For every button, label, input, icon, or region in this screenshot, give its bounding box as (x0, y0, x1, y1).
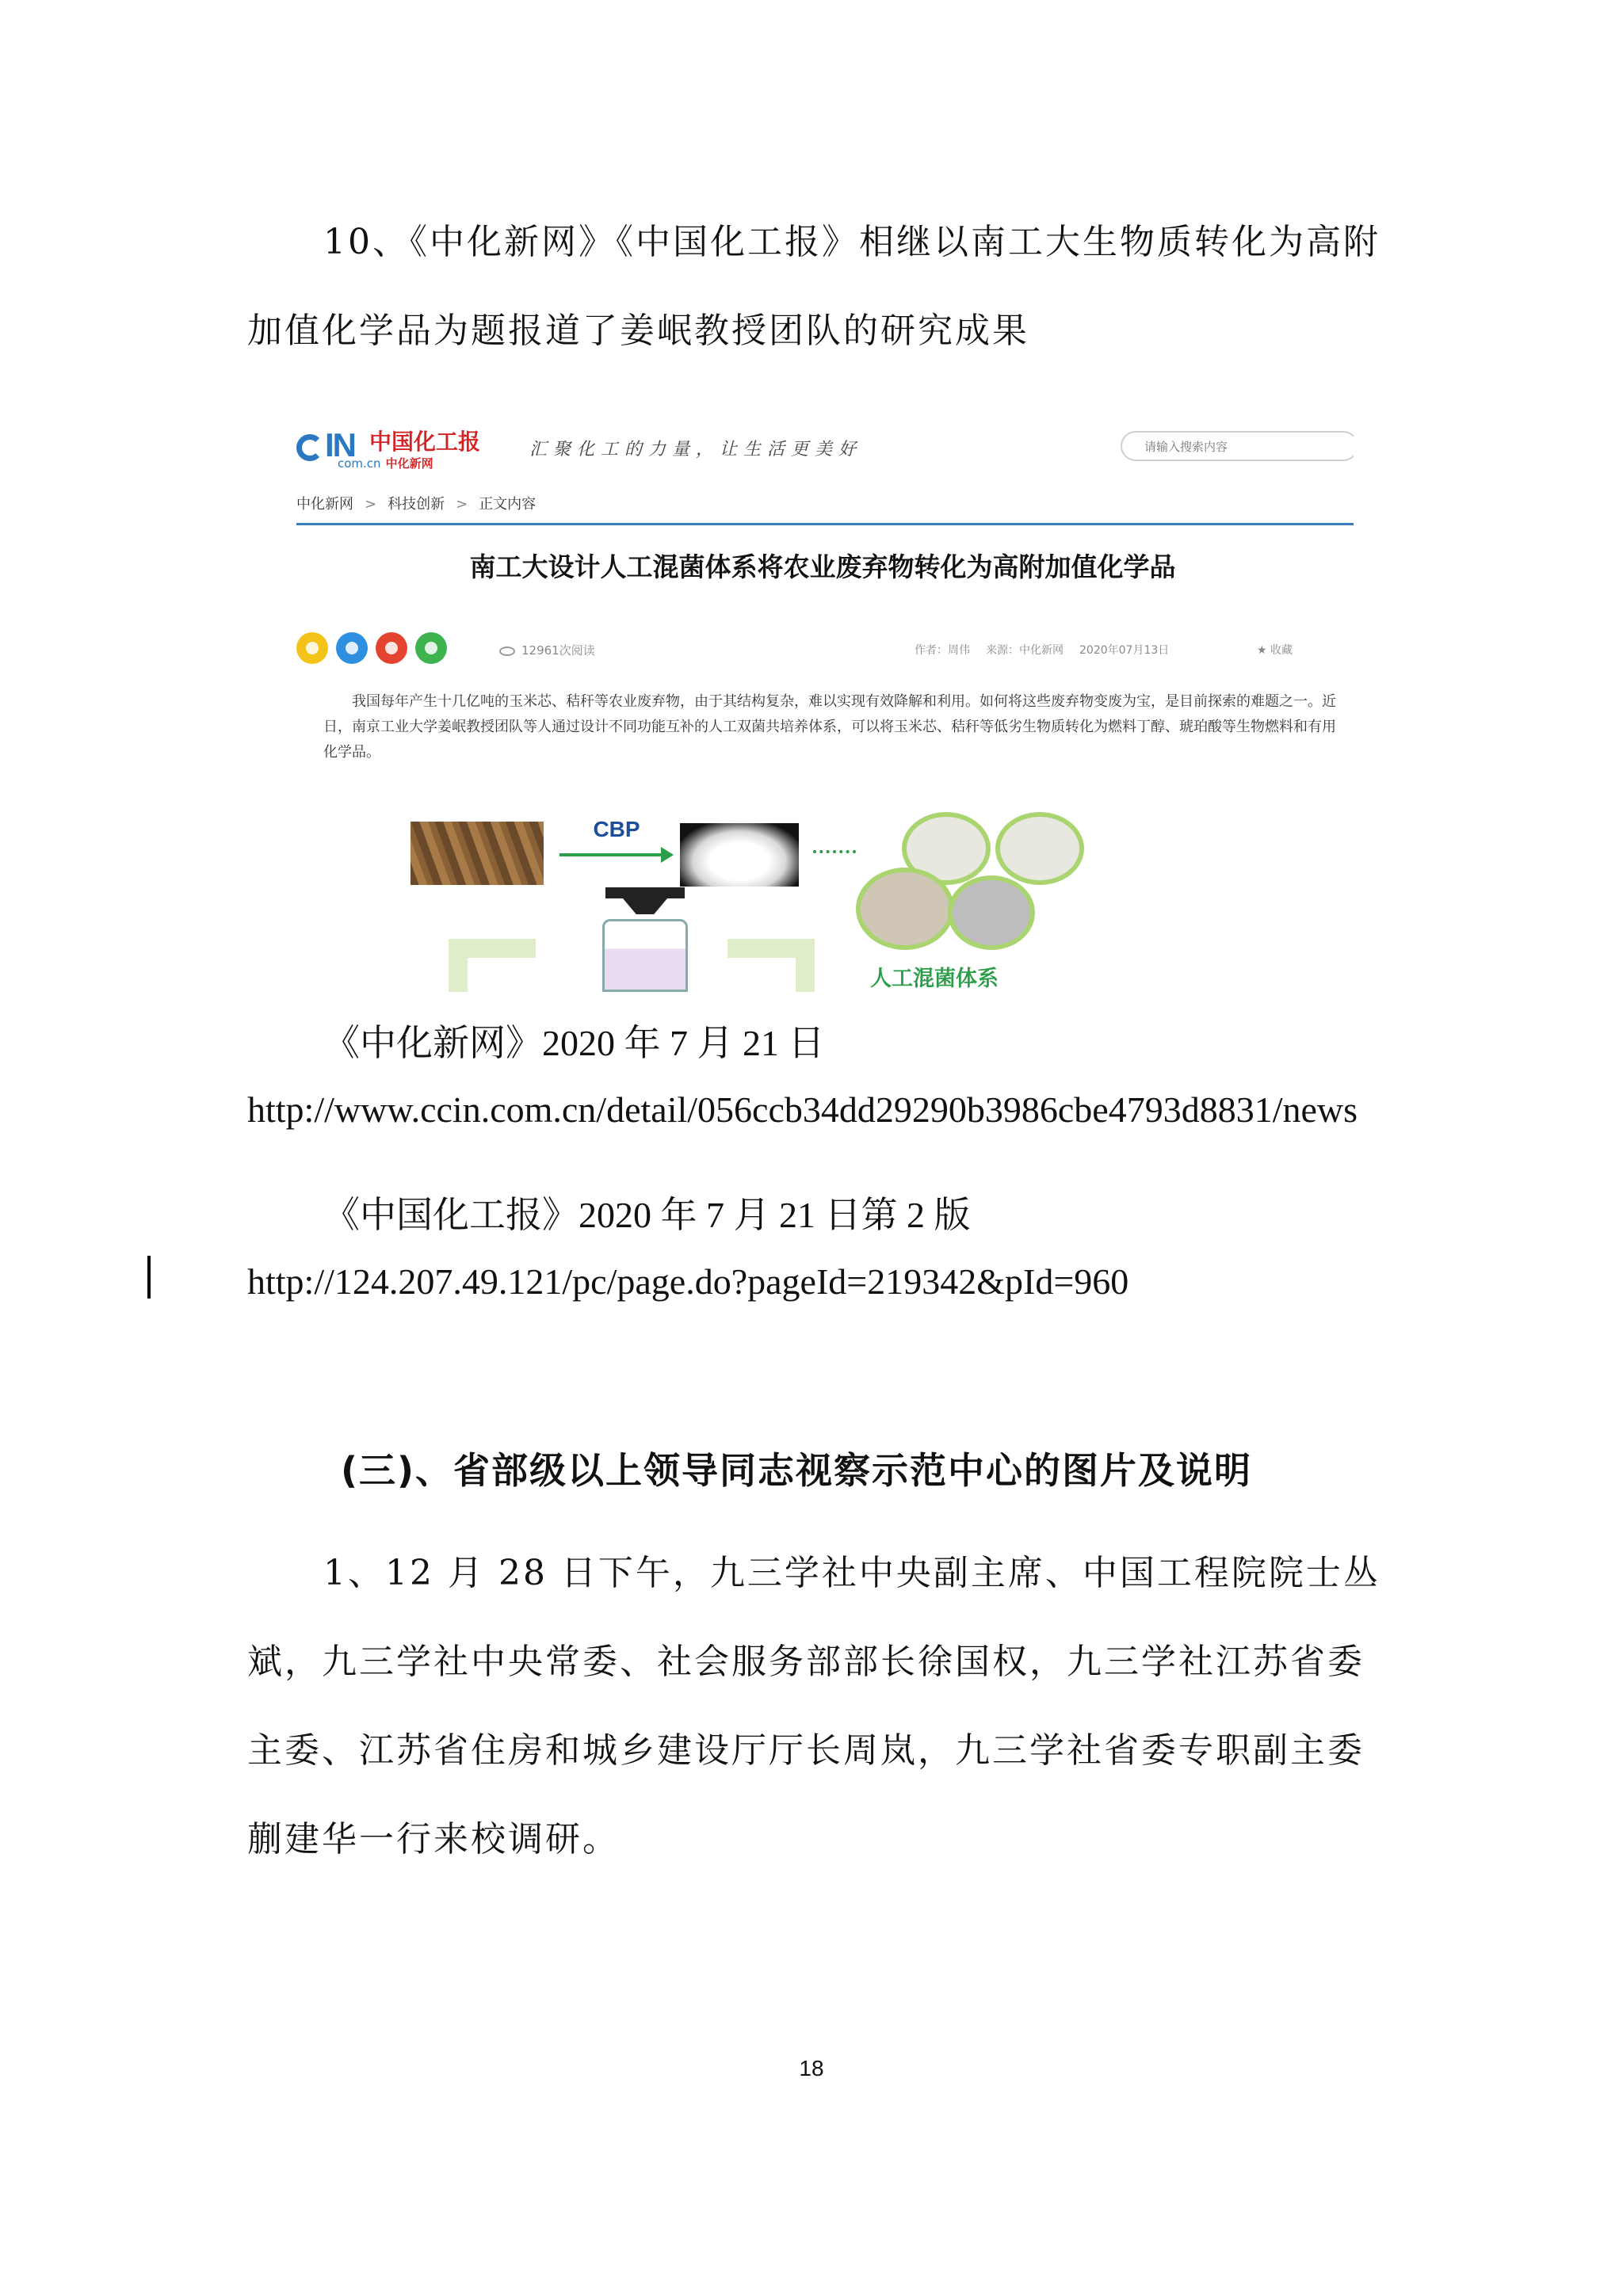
paragraph-1: 1、12 月 28 日下午，九三学社中央副主席、中国工程院院士丛斌，九三学社中央常委、社会服务部部长徐国权，九三学社江苏省委主委、江苏省住房和城乡建设厅厅长周岚，九三学社省委专职副主委蒯建华一行来校调研。 (247, 1553, 1381, 1859)
favorite-share-icon[interactable] (296, 632, 328, 664)
embedded-news-screenshot (292, 412, 1354, 992)
favorite-link[interactable]: ★ 收藏 (1257, 644, 1293, 657)
search-box[interactable] (1121, 431, 1354, 461)
fermentation-bottle-icon (599, 887, 691, 992)
qq-share-icon[interactable] (336, 632, 368, 664)
wechat-share-icon[interactable] (415, 632, 447, 664)
breadcrumb-separator: > (365, 496, 377, 513)
dotted-arrow-icon (813, 850, 856, 856)
article-author: 作者：周伟 (915, 644, 970, 657)
breadcrumb-home[interactable]: 中化新网 (296, 496, 353, 513)
logo-chinese-name: 中国化工报 (369, 429, 481, 455)
ccin-logo-icon: IN (296, 426, 355, 464)
revision-bar (147, 1256, 151, 1299)
citation-ccin: 《中化新网》2020 年 7 月 21 日 http://www.ccin.com.cn/detail/056ccb34dd29290b3986cbe4793d8831/news (247, 1023, 1358, 1130)
search-input[interactable] (1143, 439, 1344, 455)
breadcrumb-separator: > (456, 496, 468, 513)
breadcrumb (296, 493, 536, 513)
eye-icon (499, 646, 515, 656)
article-figure (411, 812, 1108, 992)
article-meta (915, 642, 1185, 658)
logo-subtitle: com.cn 中化新网 (338, 456, 433, 471)
read-count: 12961次阅读 (499, 642, 595, 658)
breadcrumb-section[interactable]: 科技创新 (388, 496, 445, 513)
corncob-photo (411, 822, 544, 885)
citation-china-chemical-news: 《中国化工报》2020 年 7 月 21 日第 2 版 http://124.207.49.121/pc/page.do?pageId=219342&pId=960 (247, 1195, 1129, 1302)
product-photo (948, 875, 1035, 950)
header-divider (296, 523, 1354, 525)
article-title: 南工大设计人工混菌体系将农业废弃物转化为高附加值化学品 (469, 551, 1176, 582)
return-arrow-icon (449, 939, 536, 992)
product-photo (995, 812, 1084, 885)
sugar-photo (680, 823, 799, 887)
share-bar (296, 632, 455, 664)
weibo-share-icon[interactable] (376, 632, 407, 664)
item-10-heading: 10、《中化新网》《中国化工报》相继以南工大生物质转化为高附加值化学品为题报道了姜岷教授团队的研究成果 (247, 222, 1381, 351)
section-title: (三)、省部级以上领导同志视察示范中心的图片及说明 (341, 1449, 1253, 1492)
breadcrumb-current: 正文内容 (479, 496, 537, 513)
arrow-right-icon (559, 853, 663, 856)
mixed-culture-label: 人工混菌体系 (870, 967, 999, 991)
article-date: 2020年07月13日 (1079, 644, 1170, 657)
page-number: 18 (799, 2056, 824, 2081)
cbp-label: CBP (593, 817, 640, 841)
article-summary: 我国每年产生十几亿吨的玉米芯、秸秆等农业废弃物，由于其结构复杂，难以实现有效降解和利用。如何将这些废弃物变废为宝，是目前探索的难题之一。近日，南京工业大学姜岷教授团队等人通过设计不同功能互补的人工双菌共培养体系，可以将玉米芯、秸秆等低劣生物质转化为燃料丁醇、琥珀酸等生物燃料和有用化学品。 (323, 693, 1336, 761)
site-slogan: 汇聚化工的力量，让生活更美好 (529, 440, 863, 460)
product-photo (856, 868, 954, 950)
return-arrow-icon (727, 939, 815, 992)
article-source: 来源：中化新网 (986, 644, 1064, 657)
site-logo (296, 423, 487, 471)
